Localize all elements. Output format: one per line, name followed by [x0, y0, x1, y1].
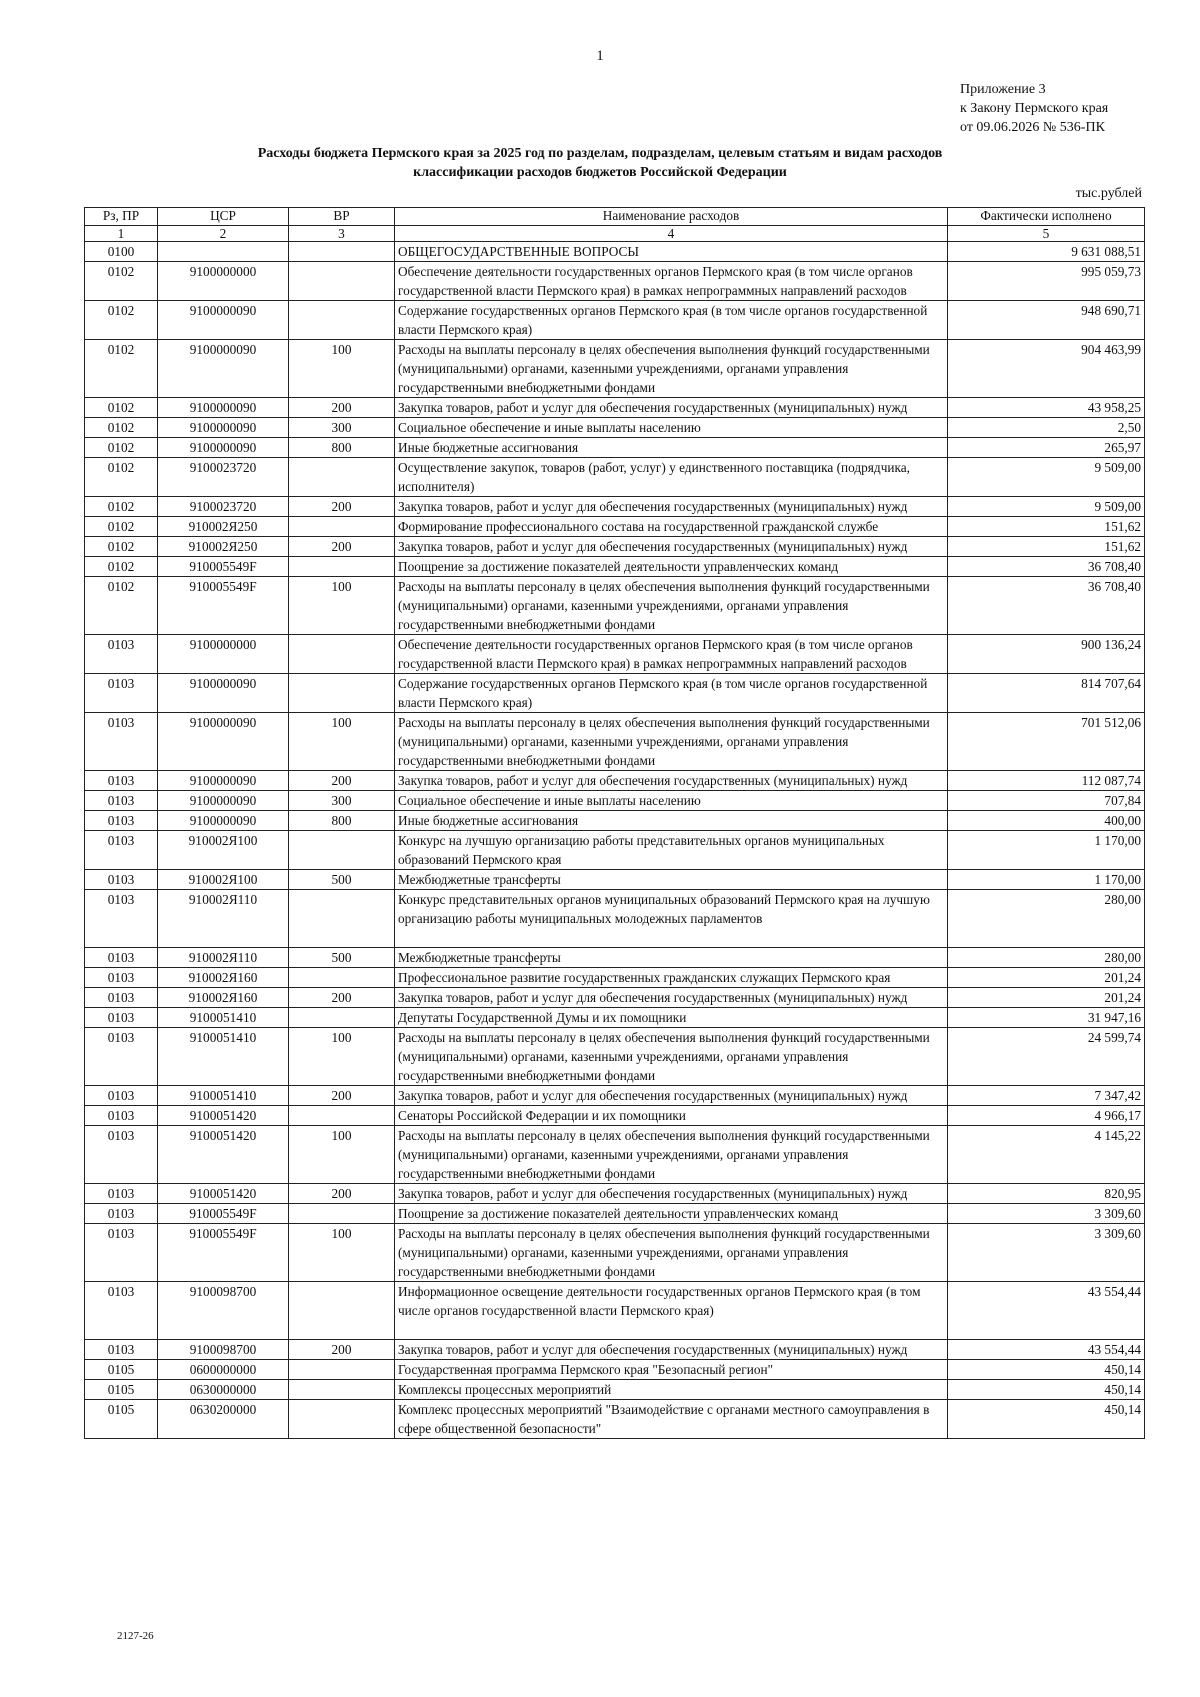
table-row — [85, 890, 1145, 948]
cell-rz-pr: 0103 — [85, 1282, 158, 1340]
cell-vr — [289, 890, 395, 948]
table-row — [85, 577, 1145, 635]
cell-amount: 450,14 — [948, 1360, 1145, 1380]
cell-rz-pr: 0103 — [85, 811, 158, 831]
cell-rz-pr: 0102 — [85, 497, 158, 517]
cell-csr: 9100051420 — [158, 1126, 289, 1184]
cell-rz-pr: 0102 — [85, 458, 158, 497]
cell-csr: 910002Я250 — [158, 537, 289, 557]
cell-rz-pr: 0102 — [85, 557, 158, 577]
cell-name: Расходы на выплаты персоналу в целях обеспечения выполнения функций государственными (муниципальными) органами, казенными учреждениями, органами управления государственными внебюджетными фондами — [395, 1126, 948, 1184]
cell-rz-pr: 0102 — [85, 398, 158, 418]
table-row — [85, 301, 1145, 340]
cell-rz-pr: 0103 — [85, 771, 158, 791]
cell-rz-pr: 0100 — [85, 242, 158, 262]
header-vr: ВР — [289, 208, 395, 226]
cell-name: Иные бюджетные ассигнования — [395, 438, 948, 458]
cell-amount: 280,00 — [948, 890, 1145, 948]
table-row — [85, 870, 1145, 890]
table-row — [85, 1224, 1145, 1282]
cell-vr: 100 — [289, 1028, 395, 1086]
cell-name: Закупка товаров, работ и услуг для обеспечения государственных (муниципальных) нужд — [395, 1086, 948, 1106]
cell-name: Расходы на выплаты персоналу в целях обеспечения выполнения функций государственными (муниципальными) органами, казенными учреждениями, органами управления государственными внебюджетными фондами — [395, 577, 948, 635]
page-number: 1 — [596, 48, 604, 64]
cell-amount: 151,62 — [948, 537, 1145, 557]
column-index-row — [85, 226, 1145, 242]
cell-amount: 43 554,44 — [948, 1340, 1145, 1360]
cell-amount: 4 145,22 — [948, 1126, 1145, 1184]
cell-rz-pr: 0103 — [85, 870, 158, 890]
cell-csr: 910005549F — [158, 557, 289, 577]
cell-vr — [289, 1008, 395, 1028]
cell-name: Осуществление закупок, товаров (работ, услуг) у единственного поставщика (подрядчика, исполнителя) — [395, 458, 948, 497]
cell-vr — [289, 458, 395, 497]
cell-rz-pr: 0103 — [85, 1126, 158, 1184]
cell-amount: 265,97 — [948, 438, 1145, 458]
cell-amount: 7 347,42 — [948, 1086, 1145, 1106]
appendix-reference — [960, 80, 1108, 137]
cell-csr: 9100051410 — [158, 1086, 289, 1106]
cell-amount: 151,62 — [948, 517, 1145, 537]
table-row — [85, 557, 1145, 577]
cell-vr — [289, 517, 395, 537]
table-row — [85, 791, 1145, 811]
cell-amount: 820,95 — [948, 1184, 1145, 1204]
column-index: 5 — [948, 226, 1145, 242]
cell-amount: 400,00 — [948, 811, 1145, 831]
cell-rz-pr: 0102 — [85, 301, 158, 340]
cell-amount: 280,00 — [948, 948, 1145, 968]
cell-amount: 2,50 — [948, 418, 1145, 438]
cell-amount: 1 170,00 — [948, 831, 1145, 870]
cell-rz-pr: 0103 — [85, 635, 158, 674]
cell-csr: 9100000090 — [158, 674, 289, 713]
cell-amount: 995 059,73 — [948, 262, 1145, 301]
cell-name: Расходы на выплаты персоналу в целях обеспечения выполнения функций государственными (муниципальными) органами, казенными учреждениями, органами управления государственными внебюджетными фондами — [395, 713, 948, 771]
cell-csr: 910002Я110 — [158, 890, 289, 948]
cell-name: Депутаты Государственной Думы и их помощники — [395, 1008, 948, 1028]
cell-vr — [289, 635, 395, 674]
cell-vr — [289, 1360, 395, 1380]
cell-name: Поощрение за достижение показателей деятельности управленческих команд — [395, 1204, 948, 1224]
cell-vr — [289, 831, 395, 870]
table-row — [85, 948, 1145, 968]
cell-csr: 9100000090 — [158, 398, 289, 418]
cell-vr — [289, 1106, 395, 1126]
cell-name: Межбюджетные трансферты — [395, 948, 948, 968]
cell-name: Закупка товаров, работ и услуг для обеспечения государственных (муниципальных) нужд — [395, 1340, 948, 1360]
cell-csr: 9100023720 — [158, 497, 289, 517]
table-row — [85, 1340, 1145, 1360]
cell-vr: 100 — [289, 1224, 395, 1282]
table-row — [85, 340, 1145, 398]
header-name: Наименование расходов — [395, 208, 948, 226]
cell-name: Поощрение за достижение показателей деятельности управленческих команд — [395, 557, 948, 577]
cell-rz-pr: 0105 — [85, 1380, 158, 1400]
cell-amount: 36 708,40 — [948, 577, 1145, 635]
cell-name: Формирование профессионального состава на государственной гражданской службе — [395, 517, 948, 537]
cell-rz-pr: 0103 — [85, 791, 158, 811]
budget-table — [84, 207, 1145, 1439]
cell-vr — [289, 242, 395, 262]
cell-csr: 9100000090 — [158, 811, 289, 831]
cell-name: Обеспечение деятельности государственных органов Пермского края (в том числе органов государственной власти Пермского края) в рамках непрограммных направлений расходов — [395, 262, 948, 301]
document-title — [150, 144, 1050, 182]
cell-rz-pr: 0103 — [85, 831, 158, 870]
cell-vr: 200 — [289, 497, 395, 517]
cell-name: Закупка товаров, работ и услуг для обеспечения государственных (муниципальных) нужд — [395, 398, 948, 418]
table-row — [85, 1282, 1145, 1340]
cell-name: Обеспечение деятельности государственных органов Пермского края (в том числе органов государственной власти Пермского края) в рамках непрограммных направлений расходов — [395, 635, 948, 674]
cell-name: Информационное освещение деятельности государственных органов Пермского края (в том числе органов государственной власти Пермского края) — [395, 1282, 948, 1340]
cell-name: Комплекс процессных мероприятий "Взаимодействие с органами местного самоуправления в сфере общественной безопасности" — [395, 1400, 948, 1439]
cell-vr: 100 — [289, 577, 395, 635]
cell-name: ОБЩЕГОСУДАРСТВЕННЫЕ ВОПРОСЫ — [395, 242, 948, 262]
cell-csr: 910002Я100 — [158, 831, 289, 870]
cell-csr: 910002Я250 — [158, 517, 289, 537]
cell-amount: 1 170,00 — [948, 870, 1145, 890]
cell-vr: 100 — [289, 713, 395, 771]
cell-amount: 9 509,00 — [948, 458, 1145, 497]
cell-name: Закупка товаров, работ и услуг для обеспечения государственных (муниципальных) нужд — [395, 771, 948, 791]
table-row — [85, 1204, 1145, 1224]
cell-rz-pr: 0102 — [85, 438, 158, 458]
cell-name: Расходы на выплаты персоналу в целях обеспечения выполнения функций государственными (муниципальными) органами, казенными учреждениями, органами управления государственными внебюджетными фондами — [395, 340, 948, 398]
cell-rz-pr: 0102 — [85, 418, 158, 438]
cell-rz-pr: 0102 — [85, 517, 158, 537]
cell-name: Комплексы процессных мероприятий — [395, 1380, 948, 1400]
table-row — [85, 1028, 1145, 1086]
cell-csr: 9100000000 — [158, 262, 289, 301]
cell-csr — [158, 242, 289, 262]
cell-amount: 450,14 — [948, 1380, 1145, 1400]
cell-name: Государственная программа Пермского края "Безопасный регион" — [395, 1360, 948, 1380]
cell-vr — [289, 557, 395, 577]
column-index: 1 — [85, 226, 158, 242]
table-row — [85, 537, 1145, 557]
cell-vr: 200 — [289, 398, 395, 418]
cell-vr: 300 — [289, 418, 395, 438]
cell-amount: 814 707,64 — [948, 674, 1145, 713]
cell-name: Закупка товаров, работ и услуг для обеспечения государственных (муниципальных) нужд — [395, 497, 948, 517]
cell-name: Социальное обеспечение и иные выплаты населению — [395, 791, 948, 811]
cell-csr: 9100051410 — [158, 1028, 289, 1086]
cell-rz-pr: 0103 — [85, 948, 158, 968]
table-row — [85, 1126, 1145, 1184]
table-row — [85, 1400, 1145, 1439]
cell-name: Содержание государственных органов Пермского края (в том числе органов государственной власти Пермского края) — [395, 674, 948, 713]
header-rz-pr: Рз, ПР — [85, 208, 158, 226]
cell-amount: 43 958,25 — [948, 398, 1145, 418]
cell-csr: 910002Я160 — [158, 968, 289, 988]
cell-vr — [289, 968, 395, 988]
cell-rz-pr: 0103 — [85, 1340, 158, 1360]
cell-name: Сенаторы Российской Федерации и их помощники — [395, 1106, 948, 1126]
cell-name: Расходы на выплаты персоналу в целях обеспечения выполнения функций государственными (муниципальными) органами, казенными учреждениями, органами управления государственными внебюджетными фондами — [395, 1224, 948, 1282]
cell-vr: 200 — [289, 1340, 395, 1360]
table-row — [85, 831, 1145, 870]
cell-name: Социальное обеспечение и иные выплаты населению — [395, 418, 948, 438]
cell-rz-pr: 0103 — [85, 1086, 158, 1106]
cell-csr: 9100051420 — [158, 1184, 289, 1204]
cell-rz-pr: 0103 — [85, 1184, 158, 1204]
cell-name: Закупка товаров, работ и услуг для обеспечения государственных (муниципальных) нужд — [395, 1184, 948, 1204]
cell-vr: 200 — [289, 537, 395, 557]
cell-csr: 9100000090 — [158, 771, 289, 791]
cell-csr: 910002Я160 — [158, 988, 289, 1008]
appendix-line: от 09.06.2026 № 536-ПК — [960, 120, 1105, 135]
table-row — [85, 811, 1145, 831]
cell-csr: 9100000090 — [158, 301, 289, 340]
table-row — [85, 968, 1145, 988]
cell-csr: 0600000000 — [158, 1360, 289, 1380]
cell-rz-pr: 0103 — [85, 1008, 158, 1028]
table-row — [85, 1184, 1145, 1204]
cell-vr — [289, 262, 395, 301]
cell-rz-pr: 0103 — [85, 988, 158, 1008]
cell-vr — [289, 1380, 395, 1400]
table-header-row — [85, 208, 1145, 226]
table-row — [85, 438, 1145, 458]
cell-amount: 112 087,74 — [948, 771, 1145, 791]
cell-amount: 3 309,60 — [948, 1204, 1145, 1224]
cell-vr: 500 — [289, 948, 395, 968]
cell-name: Закупка товаров, работ и услуг для обеспечения государственных (муниципальных) нужд — [395, 988, 948, 1008]
header-amount: Фактически исполнено — [948, 208, 1145, 226]
cell-rz-pr: 0103 — [85, 968, 158, 988]
cell-csr: 9100098700 — [158, 1282, 289, 1340]
cell-csr: 9100023720 — [158, 458, 289, 497]
cell-csr: 0630200000 — [158, 1400, 289, 1439]
cell-amount: 904 463,99 — [948, 340, 1145, 398]
cell-vr: 800 — [289, 438, 395, 458]
table-row — [85, 771, 1145, 791]
cell-rz-pr: 0105 — [85, 1400, 158, 1439]
column-index: 4 — [395, 226, 948, 242]
cell-amount: 201,24 — [948, 968, 1145, 988]
cell-vr: 300 — [289, 791, 395, 811]
cell-amount: 900 136,24 — [948, 635, 1145, 674]
cell-csr: 910005549F — [158, 1204, 289, 1224]
cell-vr — [289, 301, 395, 340]
table-row — [85, 497, 1145, 517]
cell-vr — [289, 1204, 395, 1224]
table-row — [85, 458, 1145, 497]
cell-vr: 100 — [289, 1126, 395, 1184]
cell-amount: 201,24 — [948, 988, 1145, 1008]
cell-csr: 910002Я110 — [158, 948, 289, 968]
cell-vr — [289, 1400, 395, 1439]
table-row — [85, 988, 1145, 1008]
cell-rz-pr: 0103 — [85, 1224, 158, 1282]
table-row — [85, 517, 1145, 537]
cell-name: Конкурс представительных органов муниципальных образований Пермского края на лучшую организацию работы муниципальных молодежных парламентов — [395, 890, 948, 948]
appendix-line: Приложение 3 — [960, 82, 1046, 97]
table-row — [85, 713, 1145, 771]
column-index: 3 — [289, 226, 395, 242]
cell-name: Конкурс на лучшую организацию работы представительных органов муниципальных образований Пермского края — [395, 831, 948, 870]
cell-name: Содержание государственных органов Пермского края (в том числе органов государственной власти Пермского края) — [395, 301, 948, 340]
cell-amount: 4 966,17 — [948, 1106, 1145, 1126]
units-label: тыс.рублей — [1075, 186, 1142, 201]
cell-name: Расходы на выплаты персоналу в целях обеспечения выполнения функций государственными (муниципальными) органами, казенными учреждениями, органами управления государственными внебюджетными фондами — [395, 1028, 948, 1086]
table-row — [85, 1008, 1145, 1028]
table-row — [85, 242, 1145, 262]
table-row — [85, 1380, 1145, 1400]
table-row — [85, 635, 1145, 674]
header-csr: ЦСР — [158, 208, 289, 226]
cell-csr: 9100000090 — [158, 418, 289, 438]
cell-vr — [289, 674, 395, 713]
cell-vr: 200 — [289, 988, 395, 1008]
cell-csr: 9100051410 — [158, 1008, 289, 1028]
cell-csr: 910002Я100 — [158, 870, 289, 890]
table-row — [85, 418, 1145, 438]
cell-rz-pr: 0102 — [85, 537, 158, 557]
cell-amount: 707,84 — [948, 791, 1145, 811]
cell-amount: 9 509,00 — [948, 497, 1145, 517]
cell-rz-pr: 0103 — [85, 713, 158, 771]
cell-amount: 36 708,40 — [948, 557, 1145, 577]
cell-rz-pr: 0103 — [85, 1028, 158, 1086]
cell-rz-pr: 0105 — [85, 1360, 158, 1380]
cell-name: Профессиональное развитие государственных гражданских служащих Пермского края — [395, 968, 948, 988]
table-row — [85, 398, 1145, 418]
cell-vr: 200 — [289, 1086, 395, 1106]
cell-vr: 200 — [289, 1184, 395, 1204]
cell-csr: 9100000090 — [158, 713, 289, 771]
cell-csr: 9100098700 — [158, 1340, 289, 1360]
table-body — [85, 242, 1145, 1439]
cell-amount: 3 309,60 — [948, 1224, 1145, 1282]
table-row — [85, 1360, 1145, 1380]
cell-rz-pr: 0103 — [85, 674, 158, 713]
table-row — [85, 1086, 1145, 1106]
cell-rz-pr: 0103 — [85, 1106, 158, 1126]
table-row — [85, 1106, 1145, 1126]
document-code: 2127-26 — [117, 1630, 154, 1642]
cell-csr: 9100000090 — [158, 791, 289, 811]
cell-rz-pr: 0102 — [85, 340, 158, 398]
cell-name: Иные бюджетные ассигнования — [395, 811, 948, 831]
cell-csr: 9100000090 — [158, 438, 289, 458]
table-row — [85, 674, 1145, 713]
cell-amount: 24 599,74 — [948, 1028, 1145, 1086]
cell-amount: 43 554,44 — [948, 1282, 1145, 1340]
cell-rz-pr: 0102 — [85, 262, 158, 301]
cell-amount: 948 690,71 — [948, 301, 1145, 340]
cell-csr: 9100000000 — [158, 635, 289, 674]
cell-amount: 31 947,16 — [948, 1008, 1145, 1028]
cell-vr: 800 — [289, 811, 395, 831]
appendix-line: к Закону Пермского края — [960, 101, 1109, 116]
cell-name: Межбюджетные трансферты — [395, 870, 948, 890]
cell-csr: 910005549F — [158, 1224, 289, 1282]
cell-csr: 9100000090 — [158, 340, 289, 398]
cell-amount: 450,14 — [948, 1400, 1145, 1439]
cell-vr — [289, 1282, 395, 1340]
cell-vr: 500 — [289, 870, 395, 890]
cell-amount: 9 631 088,51 — [948, 242, 1145, 262]
cell-rz-pr: 0102 — [85, 577, 158, 635]
cell-rz-pr: 0103 — [85, 890, 158, 948]
cell-name: Закупка товаров, работ и услуг для обеспечения государственных (муниципальных) нужд — [395, 537, 948, 557]
cell-csr: 910005549F — [158, 577, 289, 635]
title-line: классификации расходов бюджетов Российской Федерации — [413, 165, 787, 180]
cell-vr: 200 — [289, 771, 395, 791]
cell-csr: 9100051420 — [158, 1106, 289, 1126]
cell-rz-pr: 0103 — [85, 1204, 158, 1224]
cell-csr: 0630000000 — [158, 1380, 289, 1400]
title-line: Расходы бюджета Пермского края за 2025 год по разделам, подразделам, целевым статьям и видам расходов — [257, 146, 943, 161]
cell-amount: 701 512,06 — [948, 713, 1145, 771]
column-index: 2 — [158, 226, 289, 242]
table-row — [85, 262, 1145, 301]
cell-vr: 100 — [289, 340, 395, 398]
